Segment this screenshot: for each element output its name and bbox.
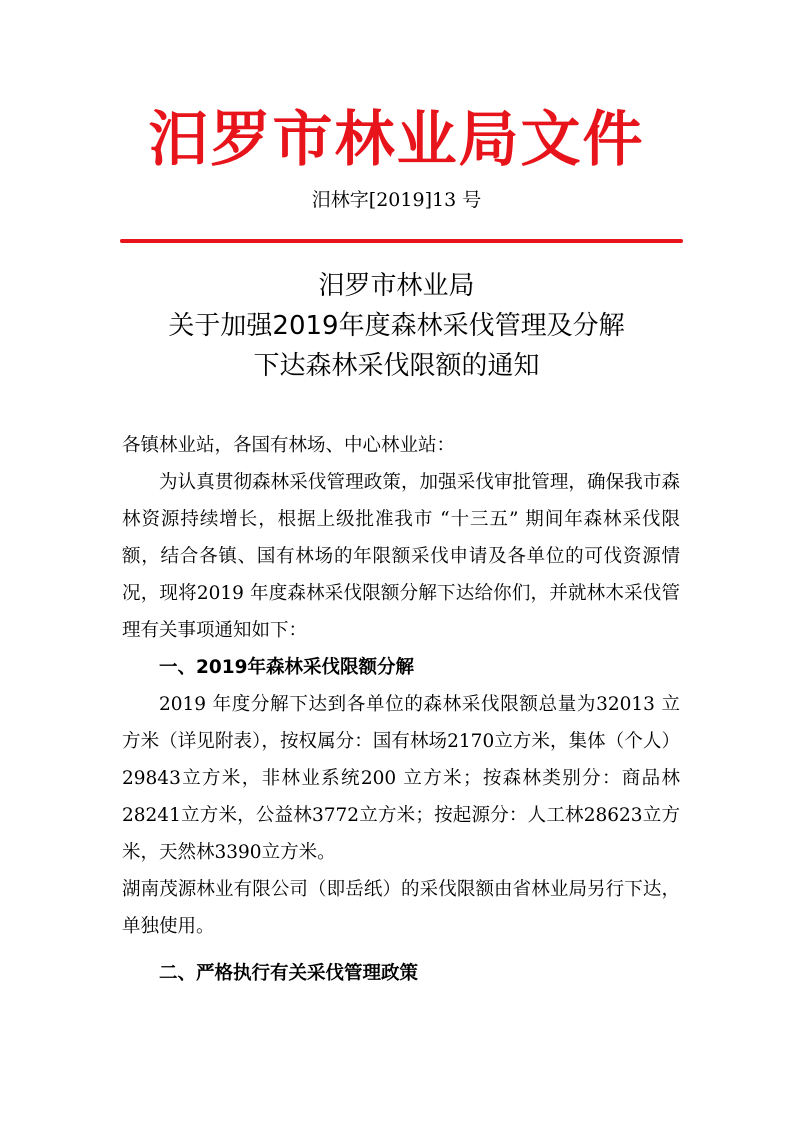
company-quota-paragraph: 湖南茂源林业有限公司（即岳纸）的采伐限额由省林业局另行下达，单独使用。: [122, 879, 680, 937]
quota-paragraph: 2019 年度分解下达到各单位的森林采伐限额总量为32013 立方米（详见附表），按权属分：国有林场2170立方米，集体（个人） 29843立方米，非林业系统200 立方米；按森林类别分：商品林28241立方米，公益林3772立方米；按起源分：人工林28623立方米，天然林3390立方米。: [122, 694, 680, 863]
notice-title: [0, 266, 793, 386]
intro-paragraph: 为认真贯彻森林采伐管理政策，加强采伐审批管理，确保我市森林资源持续增长，根据上级批准我市 “十三五” 期间年森林采伐限额，结合各镇、国有林场的年限额采伐申请及各单位的可伐资源情况，现将2019 年度森林采伐限额分解下达给你们，并就林木采伐管理有关事项通知如下：: [122, 472, 680, 641]
red-header-title: 汨罗市林业局文件: [148, 105, 645, 175]
red-divider-line: [120, 239, 683, 243]
notice-title-line-2: 关于加强2019年度森林采伐管理及分解: [168, 311, 625, 341]
salutation: 各镇林业站，各国有林场、中心林业站：: [122, 435, 456, 456]
notice-title-line-3: 下达森林采伐限额的通知: [253, 351, 540, 381]
section-heading-1: 一、2019年森林采伐限额分解: [159, 657, 414, 678]
section-heading-2: 二、严格执行有关采伐管理政策: [159, 963, 419, 984]
document-number: 汨林字[2019]13 号: [311, 189, 482, 211]
notice-title-line-1: 汨罗市林业局: [318, 271, 475, 301]
document-body: [122, 427, 680, 992]
